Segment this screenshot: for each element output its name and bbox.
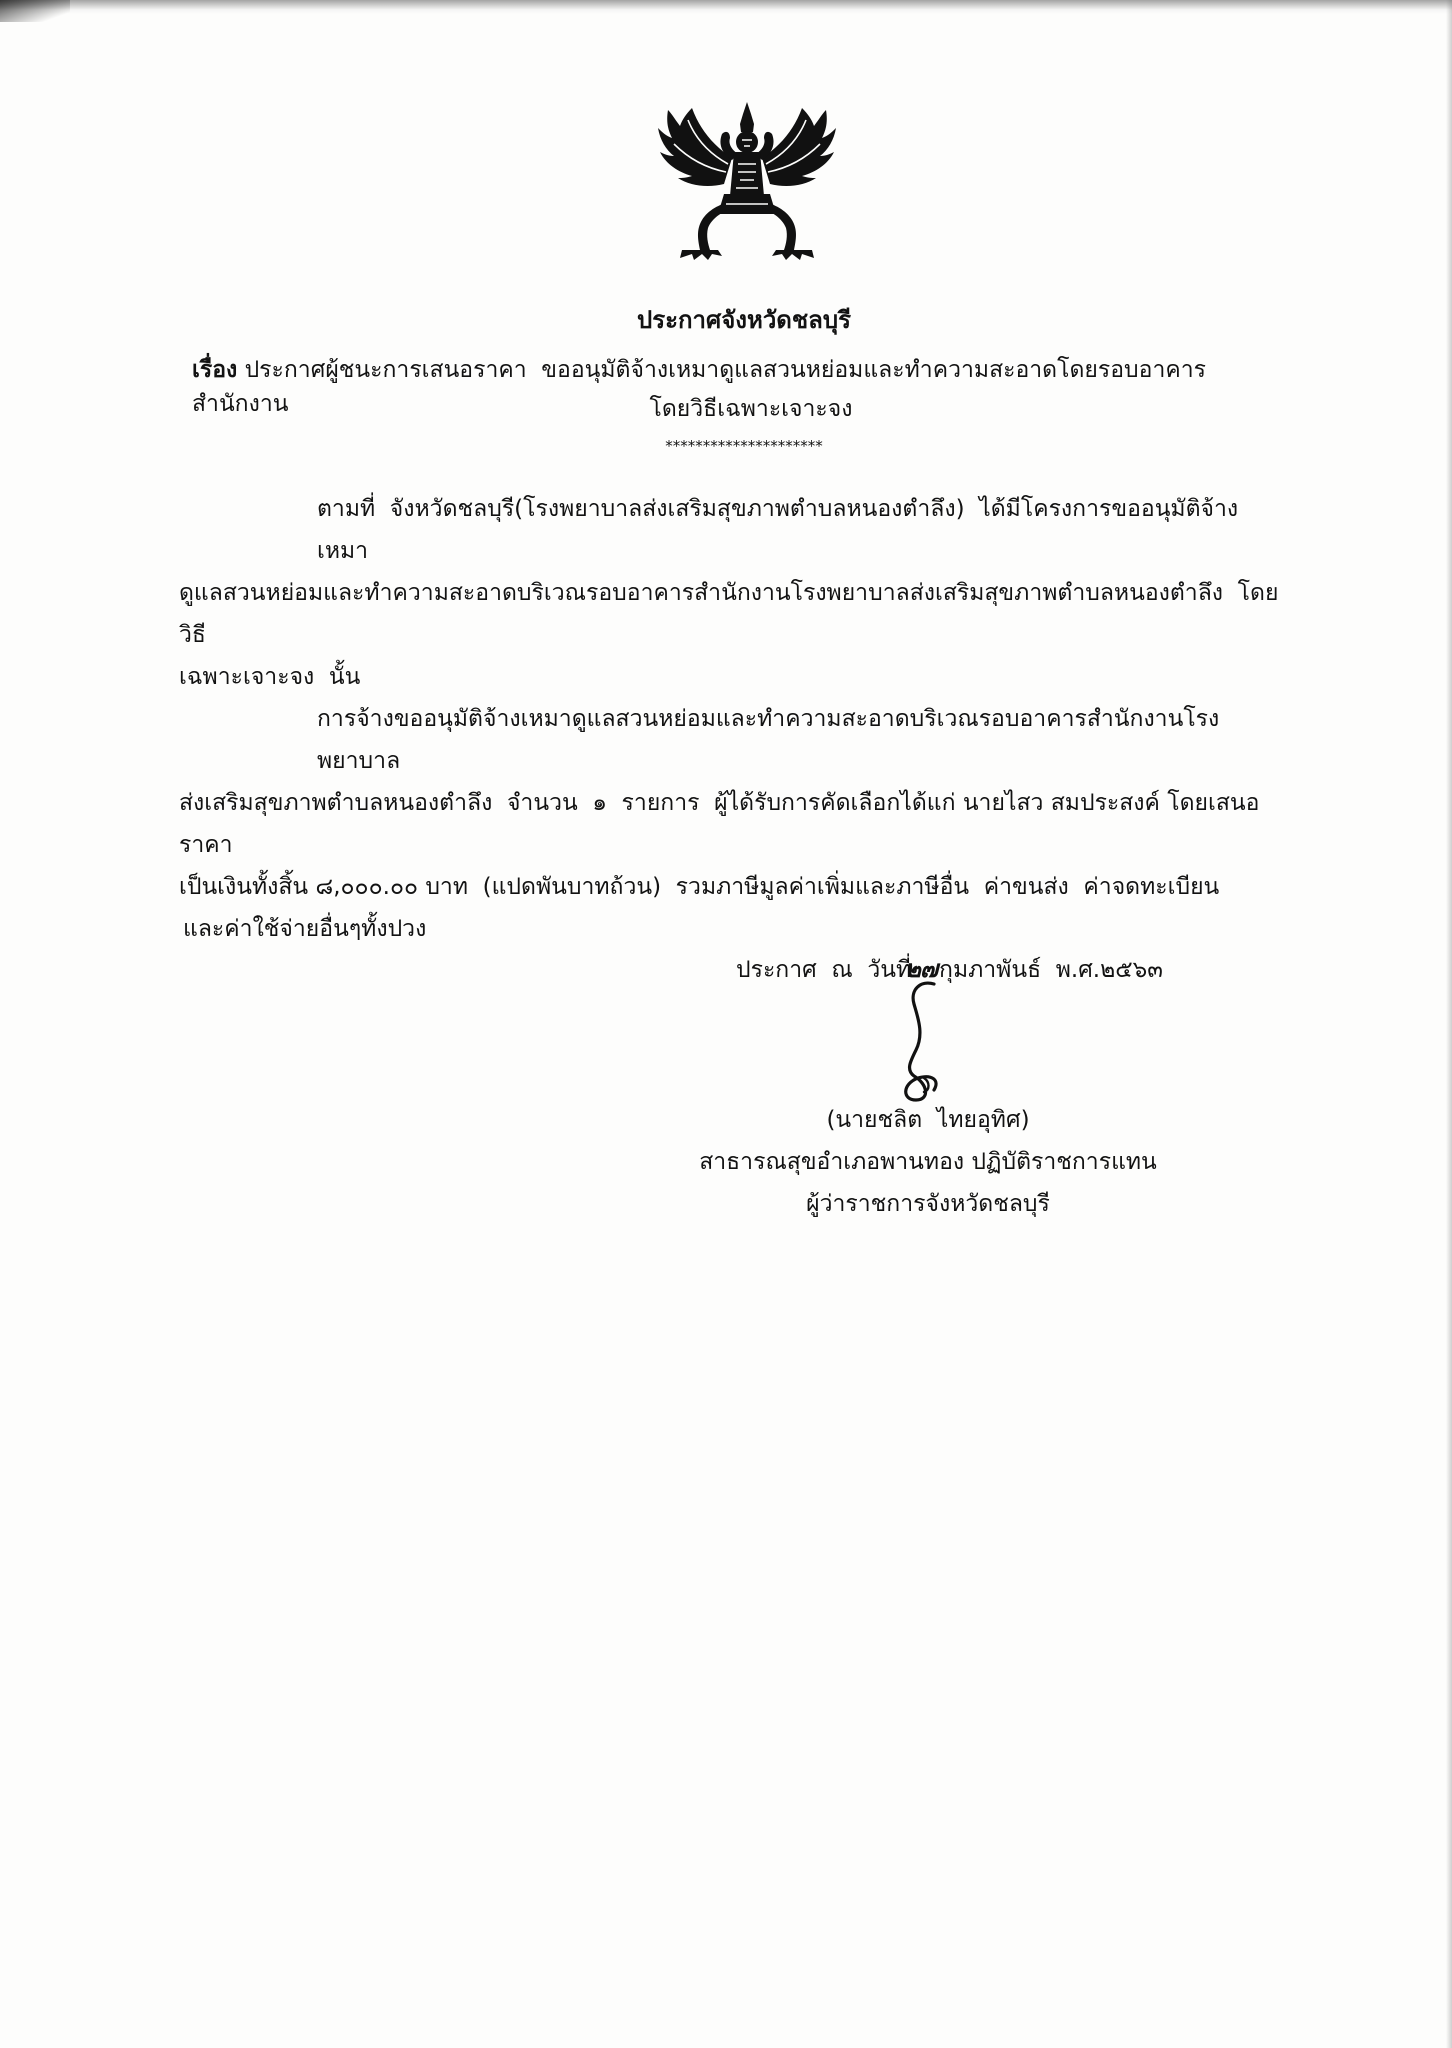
paragraph1-line3: เฉพาะเจาะจง นั้น [179,664,361,690]
garuda-left-talons [680,250,722,260]
garuda-right-talons [772,250,814,260]
scan-edge-right [1446,0,1452,2048]
paragraph2-line1: การจ้างขออนุมัติจ้างเหมาดูแลสวนหย่อมและทำความสะอาดบริเวณรอบอาคารสำนักงานโรงพยาบาล [317,706,1220,774]
handwritten-signature [884,978,956,1106]
scan-edge-corner [0,0,70,22]
garuda-emblem-icon [652,100,842,264]
date-day-handwritten: ๒๗ [905,955,938,983]
paragraph1-line1: ตามที่ จังหวัดชลบุรี(โรงพยาบาลส่งเสริมสุขภาพตำบลหนองตำลึง) ได้มีโครงการขออนุมัติจ้างเหมา [317,496,1239,564]
subject-label: เรื่อง [192,357,238,383]
garuda-left-wing [658,108,732,186]
signature-stroke [906,983,936,1100]
paragraph1-line2: ดูแลสวนหย่อมและทำความสะอาดบริเวณรอบอาคารสำนักงานโรงพยาบาลส่งเสริมสุขภาพตำบลหนองตำลึง โดยวิธี [179,580,1279,648]
garuda-body [730,152,764,196]
garuda-left-leg [698,202,732,250]
scan-edge-top [0,0,1452,14]
garuda-right-wing [762,108,836,186]
announcement-date [736,951,1256,988]
date-suffix: กุมภาพันธ์ พ.ศ.๒๕๖๓ [939,957,1163,983]
garuda-right-leg [762,202,796,250]
announcement-title: ประกาศจังหวัดชลบุรี [636,306,852,334]
date-prefix: ประกาศ ณ วันที่ [736,957,912,983]
subject-method: โดยวิธีเฉพาะเจาะจง [649,396,853,422]
announcement-body [179,488,1289,950]
garuda-crown [740,102,754,132]
signatory-position: สาธารณสุขอำเภอพานทอง ปฏิบัติราชการแทน [699,1149,1157,1175]
paragraph2-line3: เป็นเงินทั้งสิ้น ๘,๐๐๐.๐๐ บาท (แปดพันบาทถ้วน) รวมภาษีมูลค่าเพิ่มและภาษีอื่น ค่าขนส่ง ค่าจดทะเบียน [179,874,1220,900]
paragraph2-line2: ส่งเสริมสุขภาพตำบลหนองตำลึง จำนวน ๑ รายการ ผู้ได้รับการคัดเลือกได้แก่ นายไสว สมประสงค์ โดยเสนอราคา [179,790,1260,858]
signatory-title: ผู้ว่าราชการจังหวัดชลบุรี [806,1191,1050,1217]
subject-text: ประกาศผู้ชนะการเสนอราคา ขออนุมัติจ้างเหมาดูแลสวนหย่อมและทำความสะอาดโดยรอบอาคารสำนักงาน [192,357,1207,417]
signatory-name: (นายชลิต ไทยอุทิศ) [826,1107,1030,1133]
separator: ********************* [665,437,823,455]
paragraph2-line4: และค่าใช้จ่ายอื่นๆทั้งปวง [183,916,427,942]
garuda-head [736,131,758,153]
